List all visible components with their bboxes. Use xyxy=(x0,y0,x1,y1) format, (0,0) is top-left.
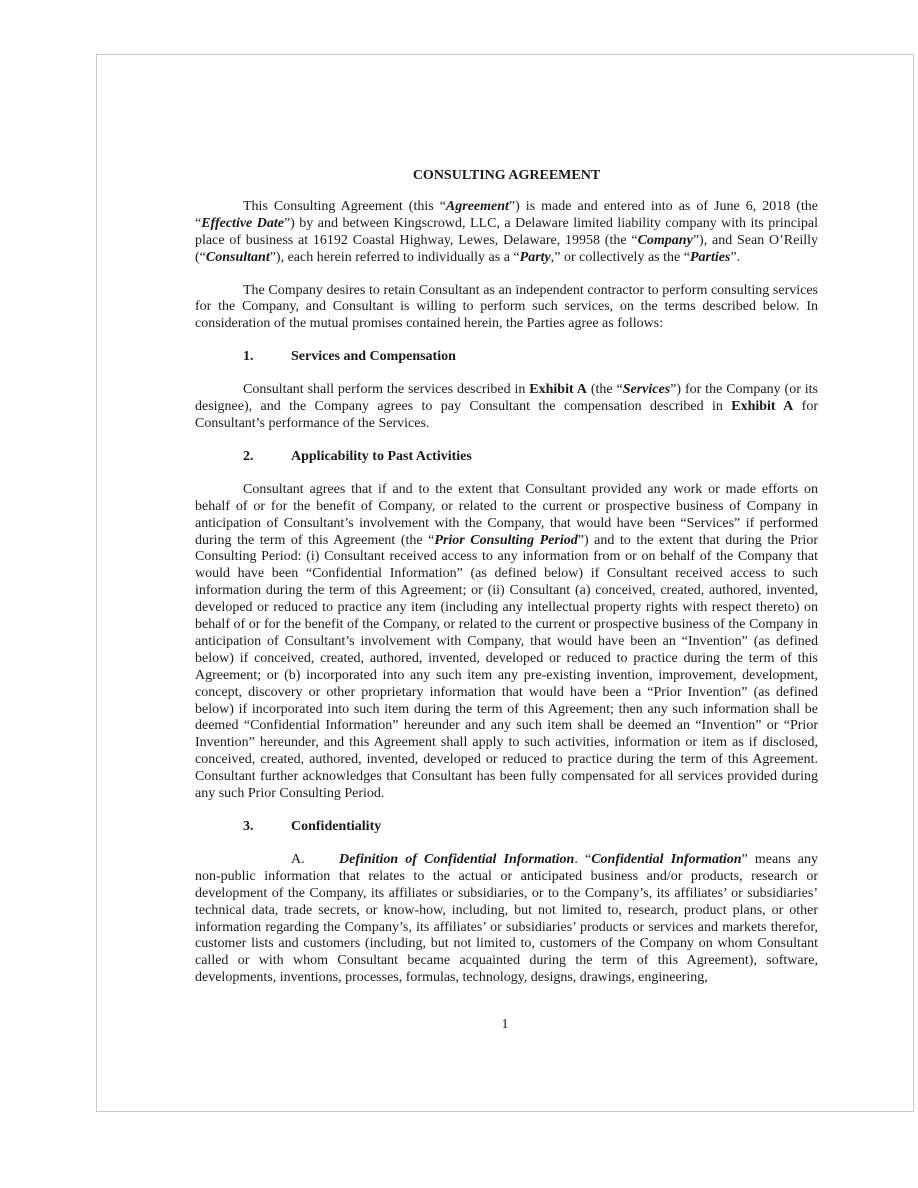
intro-paragraph: This Consulting Agreement (this “Agreement”) is made and entered into as of June 6, 2018 (the “Effective Date”) by and between Kingscrowd, LLC, a Delaware limited liability company with its principal place of business at 16192 Coastal Highway, Lewes, Delaware, 19958 (the “Company”), and Sean O’Reilly (“Consultant”), each herein referred to individually as a “Party,” or collectively as the “Parties”. xyxy=(195,198,818,265)
sub-letter: A. xyxy=(291,851,305,867)
section-2-paragraph: Consultant agrees that if and to the extent that Consultant provided any work or made efforts on behalf of or for the benefit of Company, or related to the current or prospective business of Company in anticipation of Consultant’s involvement with the Company, that would have been “Services” if performed during the term of this Agreement (the “Prior Consulting Period”) and to the extent that during the Prior Consulting Period: (i) Consultant received access to any information from or on behalf of the Company that would have been “Confidential Information” (as defined below) if Consultant received access to such information during the term of this Agreement; or (ii) Consultant (a) conceived, created, authored, invented, developed or reduced to practice any item (including any intellectual property rights with respect thereto) on behalf of or for the benefit of the Company, or related to the current or prospective business of the Company in anticipation of Consultant’s involvement with Company, that would have been an “Invention” (as defined below) if conceived, created, authored, invented, developed or reduced to practice during the term of this Agreement; or (b) incorporated into any such item any pre-existing invention, improvement, development, concept, discovery or other proprietary information that would have been a “Prior Invention” (as defined below) if incorporated into such item during the term of this Agreement; then any such information shall be deemed “Confidential Information” hereunder and any such item shall be deemed an “Invention” or “Prior Invention” hereunder, and this Agreement shall apply to such activities, information or item as if disclosed, conceived, created, authored, invented, developed or reduced to practice during the term of this Agreement. Consultant further acknowledges that Consultant has been fully compensated for all services provided during any such Prior Consulting Period. xyxy=(195,481,818,802)
section-1-paragraph: Consultant shall perform the services described in Exhibit A (the “Services”) for the Company (or its designee), and the Company agrees to pay Consultant the compensation described in Exhibit A for Consultant’s performance of the Services. xyxy=(195,382,819,431)
recital-paragraph: The Company desires to retain Consultant as an independent contractor to perform consulting services for the Company, and Consultant is willing to perform such services, on the terms described below. In consideration of the mutual promises contained herein, the Parties agree as follows: xyxy=(195,282,818,332)
section-3a-paragraph: A. Definition of Confidential Information. “Confidential Information” means any non-public information that relates to the actual or anticipated business and/or products, research or development of the Company, its affiliates or subsidiaries, or to the Company’s, its affiliates’ or subsidiaries’ technical data, trade secrets, or know-how, including, but not limited to, research, product plans, or other information regarding the Company’s, its affiliates’ or subsidiaries’ products or services and markets therefor, customer lists and customers (including, but not limited to, customers of the Company on whom Consultant called or with whom Consultant became acquainted during the term of this Agreement), software, developments, inventions, processes, formulas, technology, designs, drawings, engineering, xyxy=(195,851,818,986)
document-body xyxy=(195,168,818,987)
document-page xyxy=(96,54,914,1112)
document-title: CONSULTING AGREEMENT xyxy=(412,168,601,183)
page-number: 1 xyxy=(501,1017,509,1032)
section-2-heading: 2. Applicability to Past Activities xyxy=(243,448,472,464)
section-1-heading: 1. Services and Compensation xyxy=(243,349,456,365)
section-3-heading: 3. Confidentiality xyxy=(243,819,382,834)
